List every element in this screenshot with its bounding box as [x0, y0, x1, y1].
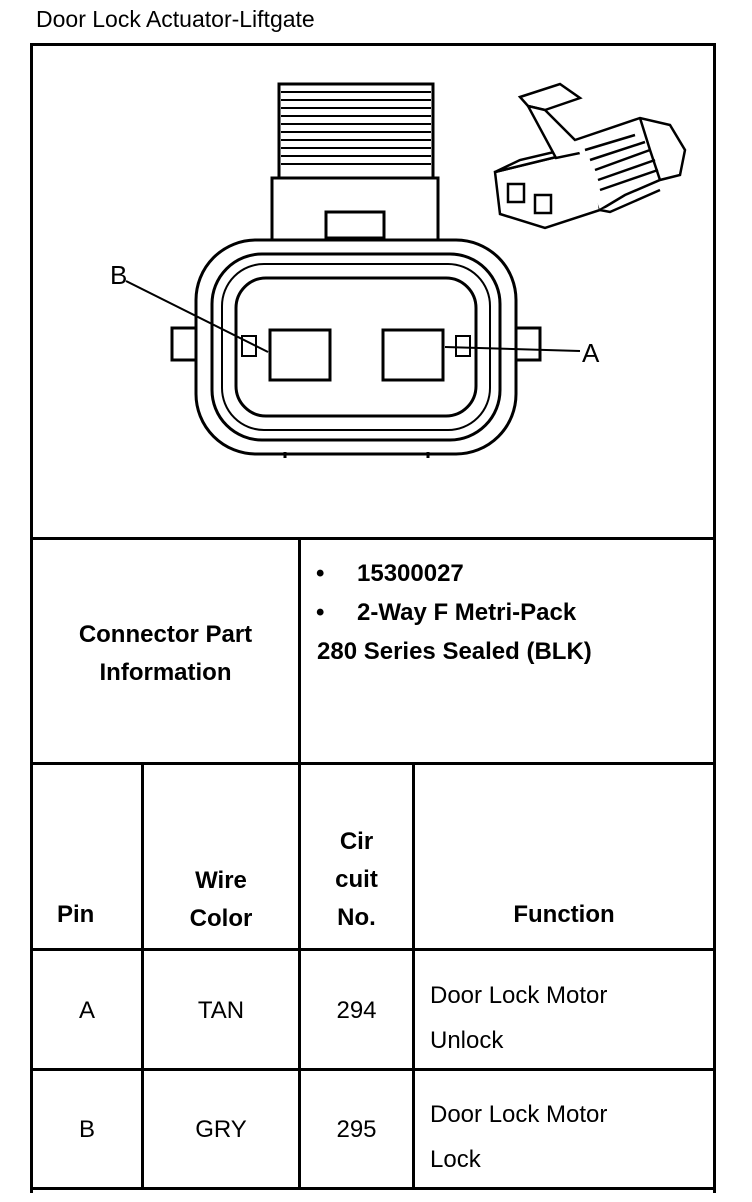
divider	[30, 762, 716, 765]
header-function: Function	[513, 901, 615, 928]
table-cell-function: Door Lock Motor Unlock	[430, 982, 608, 1054]
left-ear	[172, 328, 198, 360]
bullet: •	[316, 560, 325, 587]
table-cell-color: GRY	[195, 1116, 247, 1143]
header-circuit: Cir cuit No.	[335, 828, 378, 931]
table-cell-function: Door Lock Motor Lock	[430, 1101, 608, 1173]
divider	[30, 948, 716, 951]
connector-description-2: 280 Series Sealed (BLK)	[317, 638, 592, 665]
divider	[30, 1068, 716, 1071]
part-number: 15300027	[357, 560, 464, 587]
table-cell-pin: A	[78, 997, 95, 1024]
cavity-a	[383, 330, 443, 380]
pin-label-b: B	[110, 260, 128, 290]
divider	[412, 762, 415, 1187]
divider	[30, 537, 716, 540]
cavity-b	[270, 330, 330, 380]
right-ear	[514, 328, 540, 360]
table-cell-circuit: 294	[336, 997, 377, 1024]
divider	[30, 1187, 716, 1190]
bullet: •	[316, 599, 325, 626]
header-pin: Pin	[57, 901, 95, 928]
table-cell-circuit: 295	[336, 1116, 377, 1143]
table-cell-pin: B	[78, 1116, 95, 1143]
page-title: Door Lock Actuator-Liftgate	[36, 6, 315, 32]
connector-description: 2-Way F Metri-Pack	[357, 599, 577, 626]
table-cell-color: TAN	[197, 997, 245, 1024]
pin-label-a: A	[582, 338, 600, 368]
connector-info-label: Connector Part Information	[78, 621, 253, 686]
header-wire-color: Wire Color	[189, 867, 253, 932]
connector-diagram	[0, 0, 752, 540]
connector-iso-view	[495, 84, 685, 228]
